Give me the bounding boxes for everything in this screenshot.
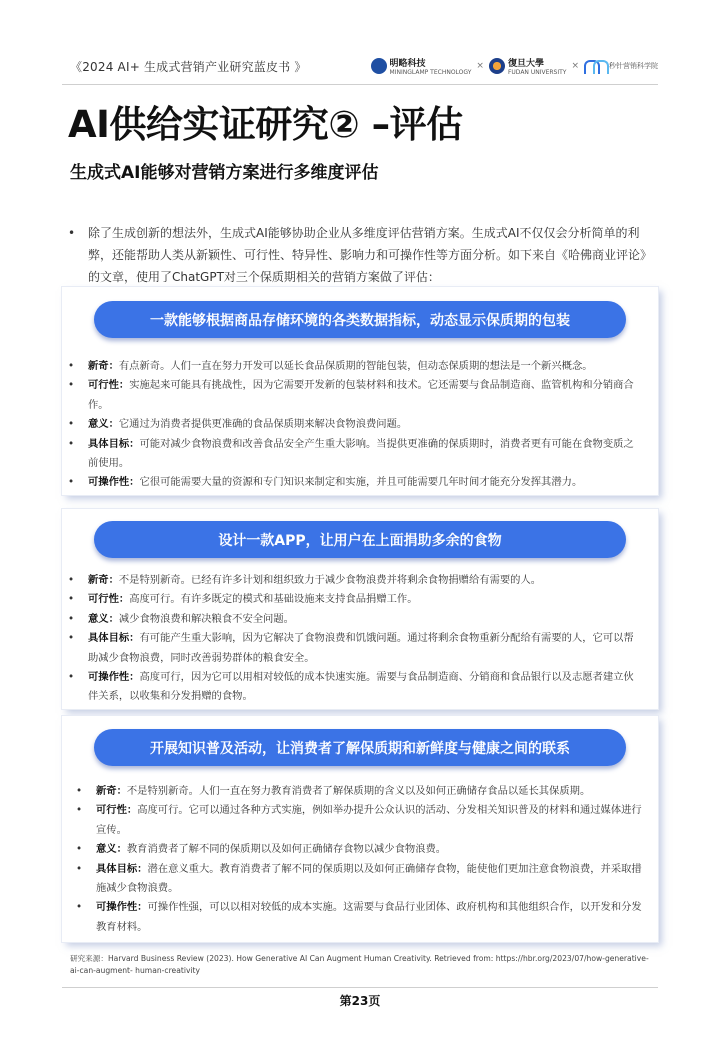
bullet: • [68,632,75,645]
list-item [68,629,644,668]
list-item [68,473,644,492]
bullet: • [76,901,83,914]
criterion-label: 意义： [96,843,127,856]
bullet: • [76,843,83,856]
bullet: • [68,360,75,372]
mininglamp-logo-icon [371,58,387,74]
criterion-text: 可操作性强，可以以相对较低的成本实施。这需要与食品行业团体、政府机构和其他组织合作，以开发和分发教育材料。 [96,901,642,933]
footer-divider [62,987,658,988]
criterion-text: 教育消费者了解不同的保质期以及如何正确储存食物以减少食物浪费。 [126,843,447,856]
criterion-text: 可能对减少食物浪费和改善食品安全产生重大影响。当提供更准确的保质期时，消费者更有可能在食物变质之前使用。 [88,437,634,470]
source-citation: 研究来源：Harvard Business Review (2023). How Generative AI Can Augment Human Creativity. Retrieved from: https://hbr.org/2023/07/how-generative-ai-can-augment- human-creativity [70,954,649,975]
criterion-text: 高度可行。它可以通过各种方式实施，例如举办提升公众认识的活动、分发相关知识普及的材料和通过媒体进行宣传。 [96,804,642,836]
list-item [76,782,646,801]
list-item [68,668,644,707]
list-item [68,435,644,474]
bullet: • [68,671,75,684]
intro-paragraph [68,222,658,288]
criterion-label: 可行性： [96,804,138,817]
criterion-label: 新奇： [96,785,127,797]
criterion-text: 减少食物浪费和解决粮食不安全问题。 [118,612,294,625]
bullet: • [68,612,75,625]
list-item [68,415,644,434]
criterion-text: 高度可行，因为它可以用相对较低的成本快速实施。需要与食品制造商、分销商和食品银行以及志愿者建立伙伴关系，以收集和分发捐赠的食物。 [88,671,634,703]
page-title: AI供给实证研究② –评估 [68,103,463,146]
list-item [68,357,644,376]
logo-miaozhen [584,60,658,72]
separator: × [571,61,579,71]
criterion-label: 可行性： [88,593,130,606]
miaozhen-logo-icon [584,60,606,72]
criterion-label: 意义： [88,612,119,625]
logo-name: 秒针营销科学院 [609,61,658,70]
logo-name: 復旦大學 [507,59,544,69]
criterion-label: 新奇： [88,574,119,586]
bullet: • [68,476,75,489]
logo-subtitle: FUDAN UNIVERSITY [507,69,567,76]
criterion-label: 可操作性： [88,671,140,684]
card-title-pill: 一款能够根据商品存储环境的各类数据指标，动态显示保质期的包装 [94,301,626,338]
evaluation-list-3 [76,782,646,937]
bullet: • [68,226,76,240]
bullet: • [68,574,75,586]
criterion-label: 具体目标： [88,437,140,450]
list-item [76,840,646,859]
bullet: • [76,804,83,817]
page-header [70,52,658,80]
fudan-seal-icon [489,58,505,74]
criterion-label: 具体目标： [96,862,148,875]
intro-text: 除了生成创新的想法外，生成式AI能够协助企业从多维度评估营销方案。生成式AI不仅仅会分析简单的利弊，还能帮助人类从新颖性、可行性、特异性、影响力和可操作性等方面分析。如下来自《哈佛商业评论》的文章，使用了ChatGPT对三个保质期相关的营销方案做了评估： [88,226,653,284]
bullet: • [68,593,75,606]
bullet: • [68,379,75,392]
list-item [76,801,646,840]
page-number: 第23页 [339,994,381,1008]
criterion-label: 意义： [88,418,119,431]
logo-fudan [489,56,566,76]
criterion-text: 高度可行。有许多既定的模式和基础设施来支持食品捐赠工作。 [129,593,418,606]
criterion-label: 可操作性： [88,476,140,489]
partner-logos [371,56,658,76]
criterion-label: 新奇： [88,360,119,372]
logo-mininglamp [371,56,472,76]
criterion-text: 它很可能需要大量的资源和专门知识来制定和实施，并且可能需要几年时间才能充分发挥其潜力。 [139,476,583,489]
criterion-text: 它通过为消费者提供更准确的食品保质期来解决食物浪费问题。 [118,418,408,431]
bullet: • [68,418,75,431]
logo-subtitle: MININGLAMP TECHNOLOGY [389,69,472,76]
card-title-pill: 设计一款APP，让用户在上面捐助多余的食物 [94,521,626,558]
header-divider [62,84,658,85]
bullet: • [76,862,83,875]
criterion-text: 不是特别新奇。已经有许多计划和组织致力于减少食物浪费并将剩余食物捐赠给有需要的人。 [118,574,542,586]
bullet: • [68,437,75,450]
separator: × [476,61,484,71]
evaluation-list-1 [68,357,644,493]
criterion-text: 有点新奇。人们一直在努力开发可以延长食品保质期的智能包装，但动态保质期的想法是一个新兴概念。 [118,360,593,372]
bullet: • [76,785,83,797]
criterion-text: 实施起来可能具有挑战性，因为它需要开发新的包装材料和技术。它还需要与食品制造商、监管机构和分销商合作。 [88,379,634,411]
criterion-label: 可行性： [88,379,130,392]
list-item [68,571,644,590]
page-subtitle: 生成式AI能够对营销方案进行多维度评估 [70,163,379,183]
list-item [76,898,646,937]
list-item [68,376,644,415]
list-item [68,590,644,609]
criterion-label: 具体目标： [88,632,140,645]
criterion-label: 可操作性： [96,901,148,914]
criterion-text: 潜在意义重大。教育消费者了解不同的保质期以及如何正确储存食物，能使他们更加注意食物浪费，并采取措施减少食物浪费。 [96,862,642,895]
criterion-text: 有可能产生重大影响，因为它解决了食物浪费和饥饿问题。通过将剩余食物重新分配给有需要的人，它可以帮助减少食物浪费，同时改善弱势群体的粮食安全。 [88,632,634,664]
card-title-pill: 开展知识普及活动，让消费者了解保质期和新鲜度与健康之间的联系 [94,729,626,766]
report-title: 《2024 AI+ 生成式营销产业研究蓝皮书 》 [70,59,307,74]
list-item [76,860,646,899]
evaluation-list-2 [68,571,644,707]
list-item [68,610,644,629]
logo-name: 明略科技 [389,59,426,69]
criterion-text: 不是特别新奇。人们一直在努力教育消费者了解保质期的含义以及如何正确储存食品以延长其保质期。 [126,785,591,797]
